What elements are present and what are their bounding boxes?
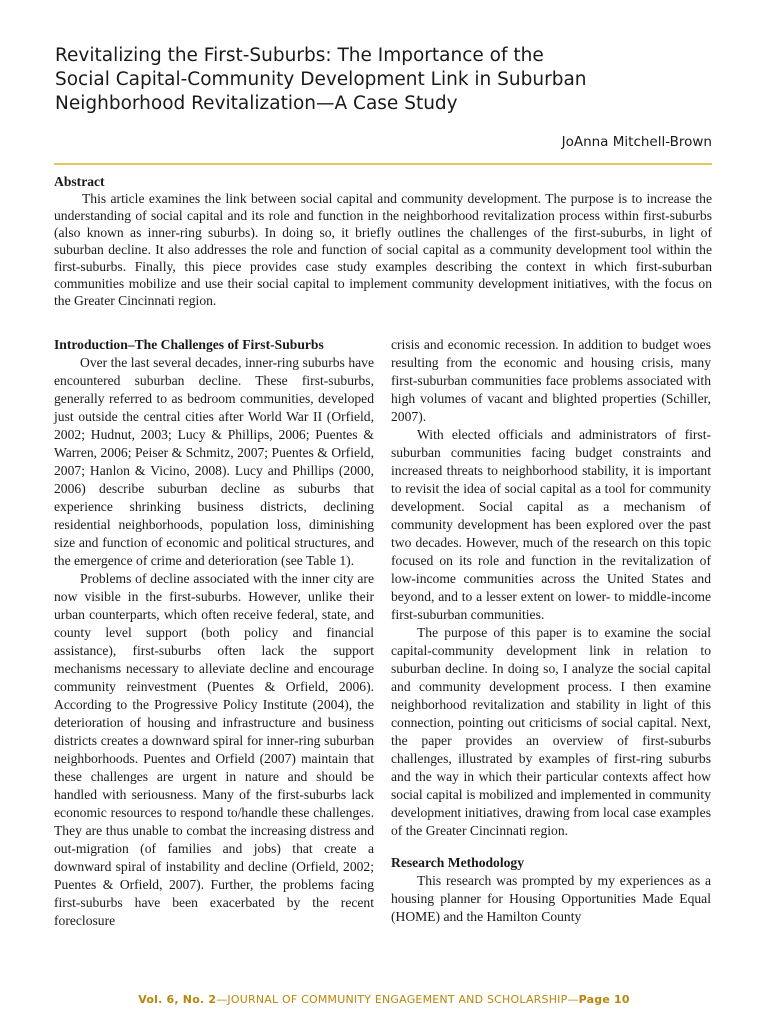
body-paragraph: This research was prompted by my experiences as a housing planner for Housing Opportunities Made Equal (HOME) and the Hamilton County (391, 873, 711, 924)
footer-separator: — (567, 993, 579, 1006)
header-divider (54, 163, 712, 165)
title-line: Social Capital-Community Development Link in Suburban (55, 69, 587, 90)
abstract-section (54, 173, 712, 309)
page-footer (0, 993, 768, 1006)
body-paragraph-continued: crisis and economic recession. In addition to budget woes resulting from the economic and housing crisis, many first-suburban communities face problems associated with high volumes of vacant and blighted properties (Schiller, 2007). (391, 337, 711, 424)
section-heading-introduction: Introduction–The Challenges of First-Suburbs (54, 337, 324, 352)
body-paragraph: Problems of decline associated with the inner city are now visible in the first-suburbs. However, unlike their urban counterparts, which often receive federal, state, and county level support (both policy and financial assistance), first-suburbs often lack the support mechanisms necessary to alleviate decline and encourage community reinvestment (Puentes & Orfield, 2006). According to the Progressive Policy Institute (2004), the deterioration of housing and infrastructure and business districts creates a downward spiral for inner-ring suburban neighborhoods. Puentes and Orfield (2007) maintain that these challenges are urgent in nature and should be handled with seriousness. Many of the first-suburbs lack economic resources to respond to/handle these challenges. They are thus unable to combat the increasing distress and out-migration (of families and jobs) that create a downward spiral of instability and decline (Orfield, 2002; Puentes & Orfield, 2007). Further, the problems facing first-suburbs have been exacerbated by the recent foreclosure (54, 571, 374, 928)
body-paragraph: Over the last several decades, inner-ring suburbs have encountered suburban decline. These first-suburbs, generally referred to as bedroom communities, developed just outside the central cities after World War II (Orfield, 2002; Hudnut, 2003; Lucy & Phillips, 2006; Puentes & Warren, 2006; Peiser & Schmitz, 2007; Puentes & Orfield, 2007; Hanlon & Vicino, 2008). Lucy and Phillips (2000, 2006) describe suburban decline as suburbs that experience shrinking business districts, declining residential neighborhoods, population loss, diminishing size and function of economic and political structures, and the emergence of crime and deterioration (see Table 1). (54, 355, 374, 568)
author-name: JoAnna Mitchell-Brown (561, 134, 712, 150)
right-column (391, 336, 711, 926)
section-heading-methodology: Research Methodology (391, 855, 525, 870)
footer-separator: — (216, 993, 228, 1006)
abstract-text: This article examines the link between social capital and community development. The purpose is to increase the understanding of social capital and its role and function in the neighborhood revitalization process within first-suburbs (also known as inner-ring suburbs). In doing so, it briefly outlines the challenges of the first-suburbs, in light of suburban decline. It also addresses the role and function of social capital as a community development tool within the first-suburbs. Finally, this piece provides case study examples describing the context in which first-suburban communities mobilize and use their social capital to implement community development initiatives, with the focus on the Greater Cincinnati region. (54, 191, 712, 308)
left-column (54, 336, 374, 930)
footer-page-number: Page 10 (578, 993, 630, 1006)
footer-journal: JOURNAL OF COMMUNITY ENGAGEMENT AND SCHOLARSHIP (227, 993, 568, 1006)
body-paragraph: The purpose of this paper is to examine the social capital-community development link in relation to suburban decline. In doing so, I analyze the social capital and community development process. I then examine neighborhood revitalization and stability in light of this connection, pointing out criticisms of social capital. Next, the paper provides an overview of first-suburbs challenges, illustrated by examples of first-ring suburbs and the way in which their particular contexts affect how social capital is mobilized and implemented in community development initiatives, drawing from local case examples of the Greater Cincinnati region. (391, 625, 711, 838)
article-title (55, 44, 715, 116)
abstract-heading: Abstract (54, 174, 105, 189)
title-line: Revitalizing the First-Suburbs: The Importance of the (55, 45, 544, 66)
body-paragraph: With elected officials and administrators of first-suburban communities facing budget constraints and increased threats to neighborhood stability, it is important to revisit the idea of social capital as a tool for community development. Social capital as a mechanism of community development has been explored over the past two decades. However, much of the research on this topic focused on its role and function in the revitalization of low-income communities across the United States and beyond, and to a lesser extent on lower- to middle-income first-suburban communities. (391, 427, 711, 622)
footer-volume: Vol. 6, No. 2 (138, 993, 217, 1006)
title-line: Neighborhood Revitalization—A Case Study (55, 93, 458, 114)
